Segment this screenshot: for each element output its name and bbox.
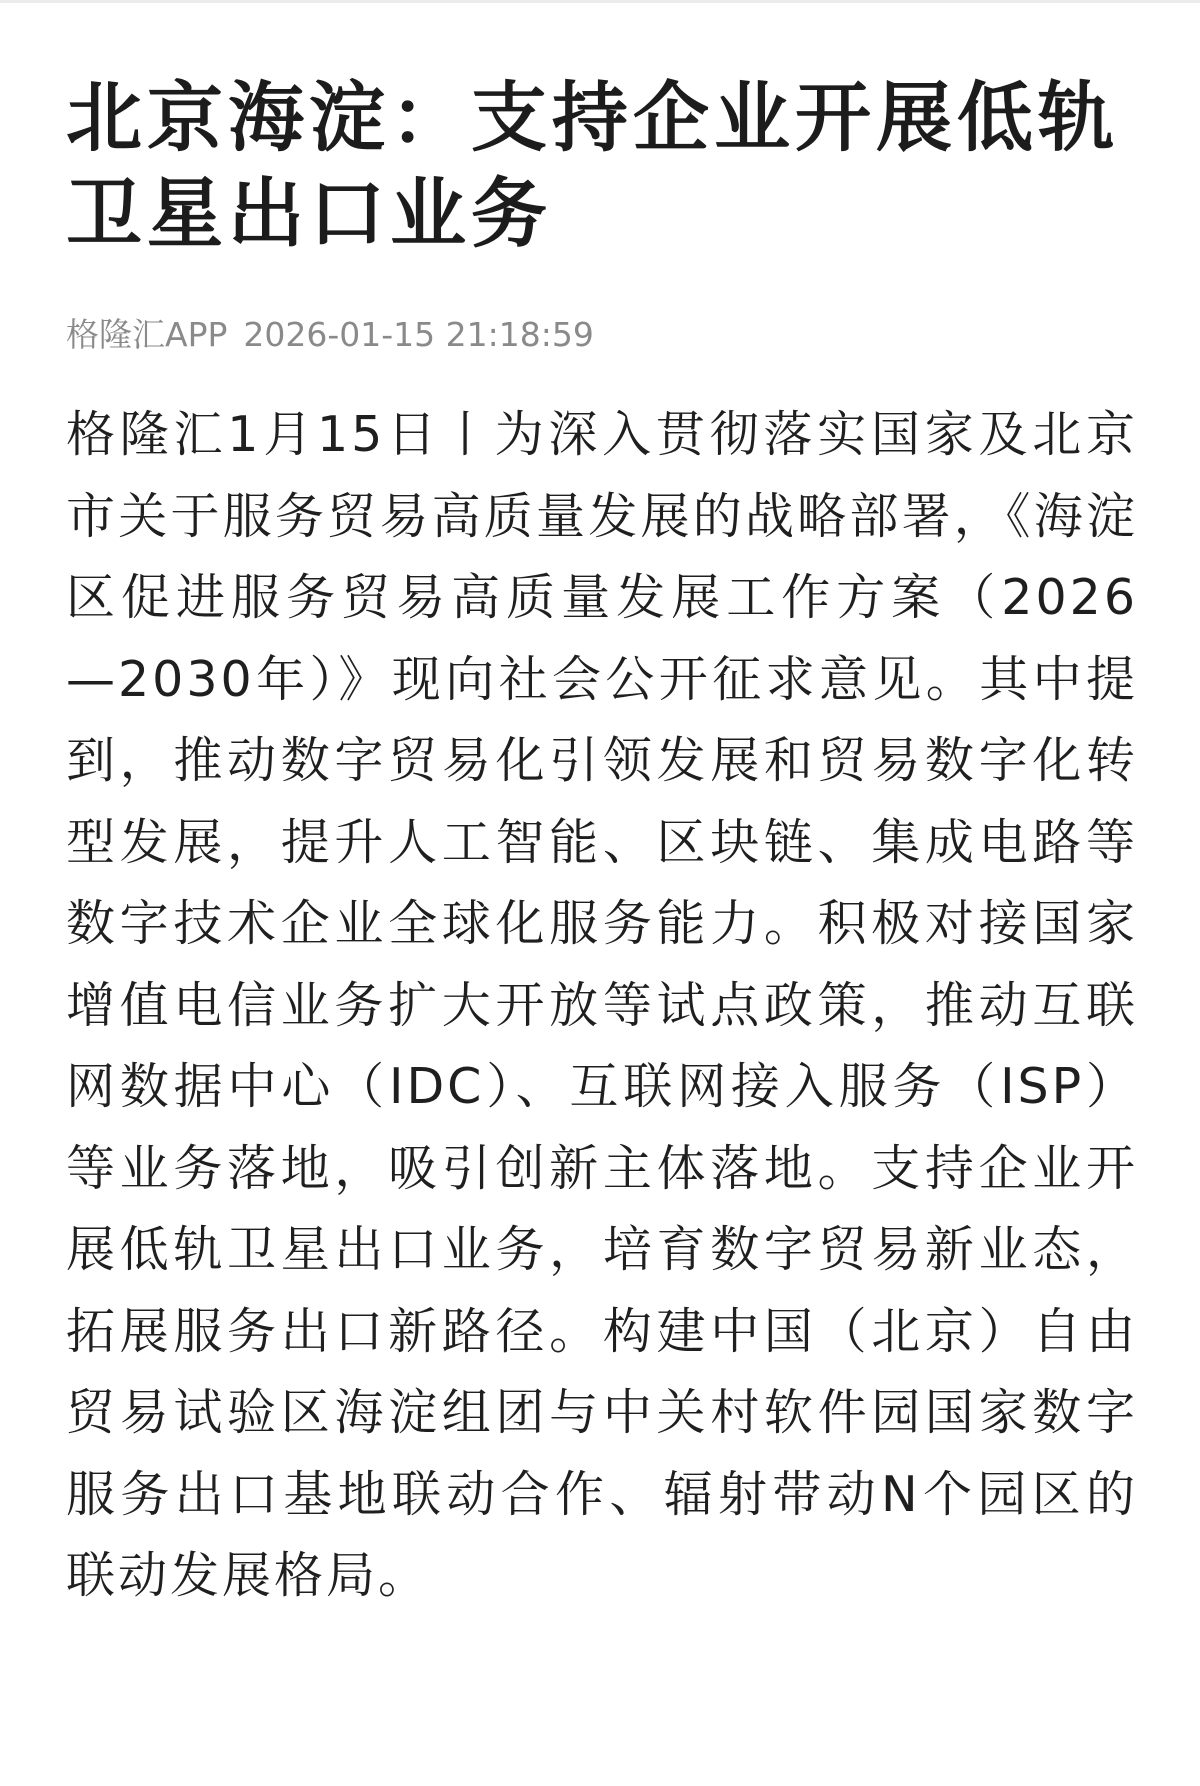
article-container [66, 70, 1138, 1617]
article-meta [66, 310, 1138, 360]
article-title: 北京海淀：支持企业开展低轨卫星出口业务 [66, 73, 1119, 258]
top-divider [0, 0, 1200, 3]
article-timestamp: 2026-01-15 21:18:59 [243, 315, 594, 354]
article-body: 格隆汇1月15日丨为深入贯彻落实国家及北京市关于服务贸易高质量发展的战略部署，《海淀区促进服务贸易高质量发展工作方案（2026—2030年）》现向社会公开征求意见。其中提到，推动数字贸易化引领发展和贸易数字化转型发展，提升人工智能、区块链、集成电路等数字技术企业全球化服务能力。积极对接国家增值电信业务扩大开放等试点政策，推动互联网数据中心（IDC）、互联网接入服务（ISP）等业务落地，吸引创新主体落地。支持企业开展低轨卫星出口业务，培育数字贸易新业态，拓展服务出口新路径。构建中国（北京）自由贸易试验区海淀组团与中关村软件园国家数字服务出口基地联动合作、辐射带动N个园区的联动发展格局。 [66, 406, 1138, 1604]
article-source: 格隆汇APP [66, 315, 228, 354]
